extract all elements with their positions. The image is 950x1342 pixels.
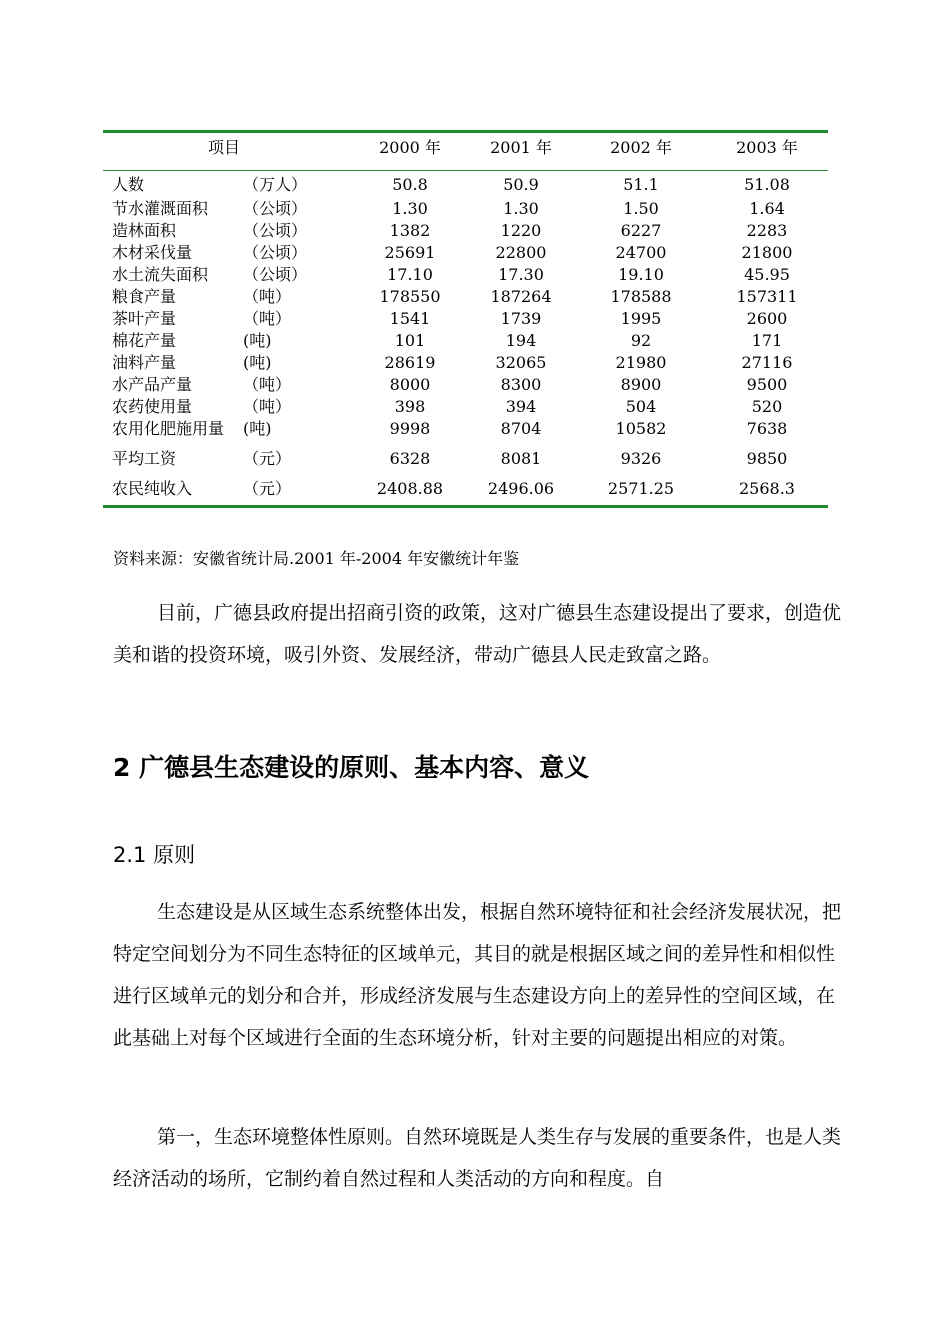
table-row xyxy=(103,174,828,196)
row-value-1: 1220 xyxy=(500,221,542,240)
table-source-note: 资料来源：安徽省统计局.2001 年-2004 年安徽统计年鉴 xyxy=(113,549,520,568)
row-unit: （公顷） xyxy=(243,199,308,218)
row-unit: （吨） xyxy=(243,397,292,416)
row-value-2: 504 xyxy=(625,397,657,416)
table-top-rule xyxy=(103,130,828,133)
row-value-2: 10582 xyxy=(615,419,667,438)
row-value-1: 1739 xyxy=(500,309,542,328)
row-value-1: 1.30 xyxy=(503,199,539,218)
table-row xyxy=(103,478,828,500)
row-value-1: 50.9 xyxy=(503,175,539,194)
row-value-0: 8000 xyxy=(389,375,431,394)
row-value-1: 17.30 xyxy=(498,265,544,284)
row-value-3: 9850 xyxy=(746,449,788,468)
row-value-2: 51.1 xyxy=(623,175,659,194)
table-row xyxy=(103,330,828,352)
section-heading: 2 广德县生态建设的原则、基本内容、意义 xyxy=(113,753,590,782)
header-year-2001: 2001 年 xyxy=(490,138,552,157)
row-unit: (吨) xyxy=(243,419,272,438)
row-value-1: 2496.06 xyxy=(487,479,555,498)
row-unit: （吨） xyxy=(243,287,292,306)
row-value-3: 157311 xyxy=(736,287,798,306)
row-value-0: 2408.88 xyxy=(376,479,444,498)
row-value-0: 1541 xyxy=(389,309,431,328)
row-value-2: 1.50 xyxy=(623,199,659,218)
table-row xyxy=(103,308,828,330)
row-value-0: 6328 xyxy=(389,449,431,468)
row-item-name: 农药使用量 xyxy=(112,397,193,416)
table-row xyxy=(103,374,828,396)
row-value-1: 8300 xyxy=(500,375,542,394)
row-value-3: 21800 xyxy=(741,243,793,262)
row-value-1: 394 xyxy=(505,397,537,416)
row-value-0: 178550 xyxy=(379,287,441,306)
row-unit: （万人） xyxy=(243,175,308,194)
row-unit: （元） xyxy=(243,449,292,468)
row-unit: （元） xyxy=(243,479,292,498)
row-value-0: 28619 xyxy=(384,353,436,372)
row-item-name: 棉花产量 xyxy=(112,331,177,350)
paragraph-principles xyxy=(113,891,853,1059)
row-value-0: 1382 xyxy=(389,221,431,240)
row-value-3: 27116 xyxy=(741,353,793,372)
row-value-3: 7638 xyxy=(746,419,788,438)
row-unit: （吨） xyxy=(243,309,292,328)
table-row xyxy=(103,352,828,374)
row-unit: (吨) xyxy=(243,353,272,372)
row-item-name: 水土流失面积 xyxy=(112,265,209,284)
row-item-name: 节水灌溉面积 xyxy=(112,199,209,218)
paragraph-policy-text: 目前，广德县政府提出招商引资的政策，这对广德县生态建设提出了要求，创造优美和谐的投资环境，吸引外资、发展经济，带动广德县人民走致富之路。 xyxy=(113,602,842,666)
row-item-name: 造林面积 xyxy=(112,221,177,240)
row-value-3: 520 xyxy=(751,397,783,416)
row-value-2: 9326 xyxy=(620,449,662,468)
row-item-name: 平均工资 xyxy=(112,449,177,468)
row-value-2: 92 xyxy=(630,331,652,350)
paragraph-principles-text: 生态建设是从区域生态系统整体出发，根据自然环境特征和社会经济发展状况，把特定空间划分为不同生态特征的区域单元，其目的就是根据区域之间的差异性和相似性进行区域单元的划分和合并，形成经济发展与生态建设方向上的差异性的空间区域，在此基础上对每个区域进行全面的生态环境分析，针对主要的问题提出相应的对策。 xyxy=(113,901,842,1049)
row-value-3: 9500 xyxy=(746,375,788,394)
row-item-name: 人数 xyxy=(112,175,145,194)
row-value-2: 21980 xyxy=(615,353,667,372)
row-value-3: 2568.3 xyxy=(739,479,795,498)
row-value-0: 25691 xyxy=(384,243,436,262)
row-value-2: 6227 xyxy=(620,221,662,240)
table-header-rule xyxy=(103,170,828,171)
row-value-0: 9998 xyxy=(389,419,431,438)
table-row xyxy=(103,242,828,264)
row-item-name: 茶叶产量 xyxy=(112,309,177,328)
paragraph-first-principle xyxy=(113,1116,853,1200)
row-value-0: 398 xyxy=(394,397,426,416)
row-item-name: 农民纯收入 xyxy=(112,479,193,498)
table-row xyxy=(103,396,828,418)
row-item-name: 农用化肥施用量 xyxy=(112,419,225,438)
header-year-2000: 2000 年 xyxy=(379,138,441,157)
paragraph-first-principle-text: 第一，生态环境整体性原则。自然环境既是人类生存与发展的重要条件，也是人类经济活动的场所，它制约着自然过程和人类活动的方向和程度。自 xyxy=(113,1126,842,1190)
row-value-0: 101 xyxy=(394,331,426,350)
row-value-1: 32065 xyxy=(495,353,547,372)
table-row xyxy=(103,264,828,286)
row-value-2: 1995 xyxy=(620,309,662,328)
row-value-3: 45.95 xyxy=(744,265,790,284)
row-value-3: 2283 xyxy=(746,221,788,240)
header-year-2002: 2002 年 xyxy=(610,138,672,157)
row-value-0: 17.10 xyxy=(387,265,433,284)
row-value-2: 8900 xyxy=(620,375,662,394)
paragraph-policy xyxy=(113,592,853,676)
row-unit: （公顷） xyxy=(243,243,308,262)
table-bottom-rule xyxy=(103,505,828,508)
row-value-0: 50.8 xyxy=(392,175,428,194)
row-unit: （公顷） xyxy=(243,221,308,240)
row-value-0: 1.30 xyxy=(392,199,428,218)
table-row xyxy=(103,198,828,220)
row-unit: （公顷） xyxy=(243,265,308,284)
header-year-2003: 2003 年 xyxy=(736,138,798,157)
row-value-1: 22800 xyxy=(495,243,547,262)
row-value-2: 19.10 xyxy=(618,265,664,284)
subsection-heading: 2.1 原则 xyxy=(113,843,196,867)
table-row xyxy=(103,286,828,308)
row-value-3: 51.08 xyxy=(744,175,790,194)
row-unit: （吨） xyxy=(243,375,292,394)
row-value-3: 2600 xyxy=(746,309,788,328)
row-item-name: 木材采伐量 xyxy=(112,243,193,262)
row-item-name: 油料产量 xyxy=(112,353,177,372)
row-value-3: 1.64 xyxy=(749,199,785,218)
row-unit: (吨) xyxy=(243,331,272,350)
table-row xyxy=(103,220,828,242)
row-value-1: 187264 xyxy=(490,287,552,306)
table-row xyxy=(103,418,828,440)
row-item-name: 水产品产量 xyxy=(112,375,193,394)
row-value-1: 194 xyxy=(505,331,537,350)
header-item: 项目 xyxy=(208,138,241,157)
row-value-1: 8704 xyxy=(500,419,542,438)
row-value-1: 8081 xyxy=(500,449,542,468)
table-row xyxy=(103,448,828,470)
row-value-2: 178588 xyxy=(610,287,672,306)
row-value-2: 24700 xyxy=(615,243,667,262)
row-item-name: 粮食产量 xyxy=(112,287,177,306)
row-value-2: 2571.25 xyxy=(607,479,675,498)
row-value-3: 171 xyxy=(751,331,783,350)
